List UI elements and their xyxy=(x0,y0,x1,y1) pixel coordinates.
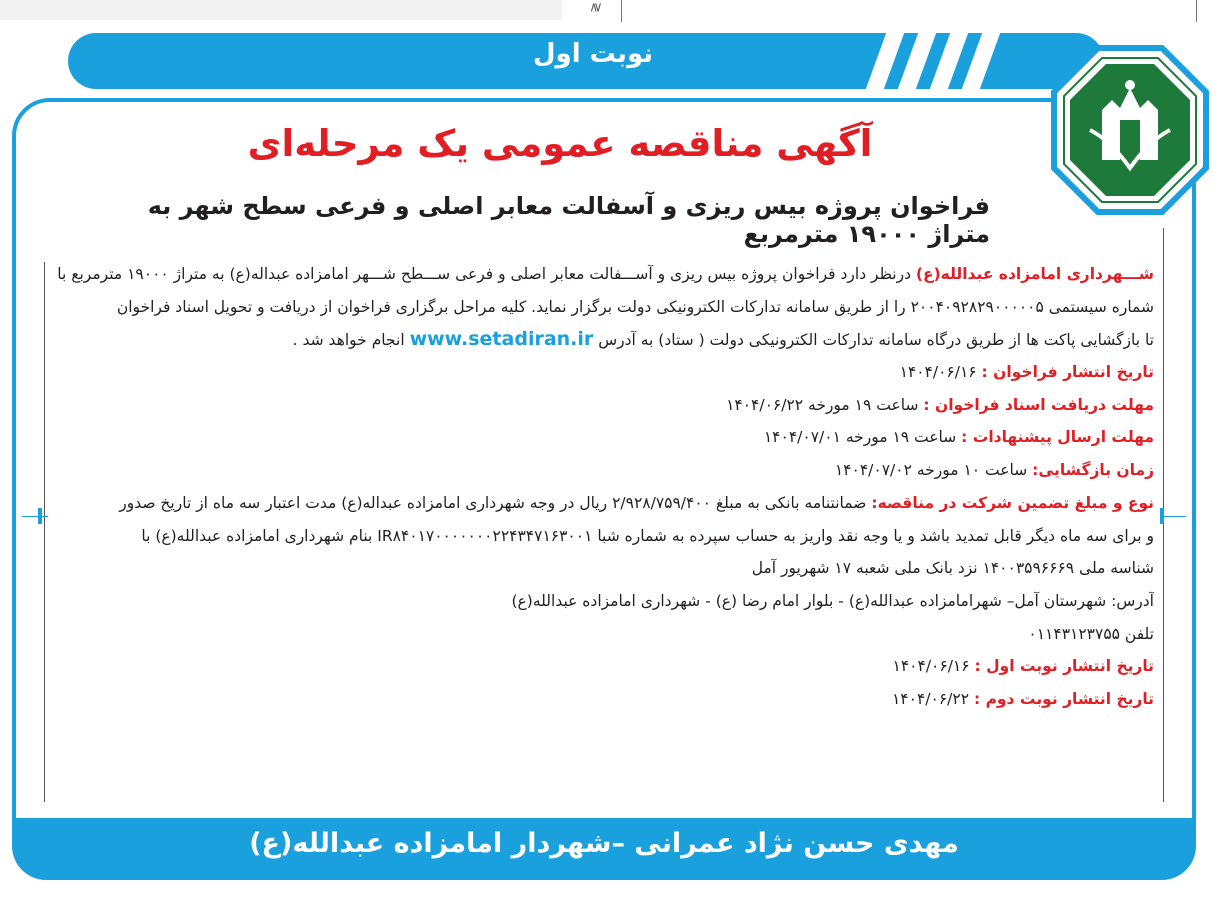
setadiran-link[interactable]: www.setadiran.ir xyxy=(409,328,594,351)
intro-text: انجام خواهد شد . xyxy=(292,331,410,350)
field-value: ۱۴۰۴/۰۶/۱۶ xyxy=(899,363,982,382)
field-label: مهلت ارسال پیشنهادات : xyxy=(961,428,1154,447)
field-label: مهلت دریافت اسناد فراخوان : xyxy=(923,395,1154,414)
intro-text: درنظر دارد فراخوان پروژه بیس ریزی و آســـفالت معابر اصلی و فرعی ســـطح شـــهر امامزاده عبداله(ع) به متراژ ۱۹۰۰۰ مترمربع با xyxy=(57,265,916,283)
field-value: ساعت ۱۹ مورخه ۱۴۰۴/۰۷/۰۱ xyxy=(763,428,962,447)
notice-body xyxy=(48,258,1154,716)
doc-deadline xyxy=(48,389,1154,422)
field-label: تاریخ انتشار فراخوان : xyxy=(981,363,1154,382)
notice-subheadline: فراخوان پروژه بیس ریزی و آسفالت معابر اصلی و فرعی سطح شهر به متراژ ۱۹۰۰۰ مترمربع xyxy=(147,192,990,248)
banner-stripe xyxy=(962,33,1000,89)
field-value: ۱۴۰۴/۰۶/۲۲ xyxy=(891,689,974,708)
right-tick xyxy=(1160,508,1164,524)
field-label: تاریخ انتشار نوبت دوم : xyxy=(973,689,1154,708)
top-divider xyxy=(1196,0,1197,22)
body-line: شناسه ملی ۱۴۰۰۳۵۹۶۶۶۹ نزد بانک ملی شعبه ۱۷ شهریور آمل xyxy=(751,559,1154,578)
top-edge-glyph: ≷ xyxy=(587,2,603,13)
publish-date xyxy=(48,356,1154,389)
banner-stripe xyxy=(866,33,904,89)
body-line xyxy=(48,323,1154,356)
field-value: ساعت ۱۰ مورخه ۱۴۰۴/۰۷/۰۲ xyxy=(834,461,1033,480)
field-label: زمان بازگشایی: xyxy=(1032,461,1154,480)
offer-deadline xyxy=(48,421,1154,454)
phone: تلفن ۰۱۱۴۳۱۲۳۷۵۵ xyxy=(1028,624,1154,643)
opening-time xyxy=(48,454,1154,487)
top-divider xyxy=(621,0,622,22)
body-line: و برای سه ماه دیگر قابل تمدید باشد و یا وجه نقد واریز به حساب سپرده به شماره شبا IR۸۴۰۱۷۰۰۰۰۰۰۰۲۲۴۳۴۷۱۶۳۰۰۱ بنام شهرداری امامزاده عبدالله(ع) با xyxy=(141,526,1154,545)
municipality-logo-icon xyxy=(1050,40,1210,220)
left-tick xyxy=(38,508,42,524)
banner-stripe xyxy=(930,33,968,89)
field-label: نوع و مبلغ تضمین شرکت در مناقصه: xyxy=(871,493,1154,512)
banner-stripe xyxy=(898,33,936,89)
intro-text: تا بازگشایی پاکت ها از طریق درگاه سامانه تدارکات الکترونیکی دولت ( ستاد) به آدرس xyxy=(593,331,1154,350)
org-name: شـــهرداری امامزاده عبدالله(ع) xyxy=(915,265,1154,283)
top-strip xyxy=(0,0,562,20)
field-value: ۱۴۰۴/۰۶/۱۶ xyxy=(892,657,975,676)
first-publication xyxy=(48,650,1154,683)
body-line xyxy=(48,258,1154,291)
guarantee xyxy=(48,487,1154,520)
banner-title: نوبت اول xyxy=(532,39,654,69)
field-value: ضمانتنامه بانکی به مبلغ ۲/۹۲۸/۷۵۹/۴۰۰ ریال در وجه شهرداری امامزاده عبداله(ع) مدت اعتبار سه ماه از تاریخ صدور xyxy=(119,493,872,512)
left-rule xyxy=(44,262,45,802)
address: آدرس: شهرستان آمل– شهرامامزاده عبدالله(ع) - بلوار امام رضا (ع) - شهرداری امامزاده عبدالله(ع) xyxy=(511,591,1154,610)
banner xyxy=(68,33,1104,89)
notice-headline: آگهی مناقصه عمومی یک مرحله‌ای xyxy=(247,122,873,165)
body-line: شماره سیستمی ۲۰۰۴۰۹۲۸۲۹۰۰۰۰۰۵ را از طریق سامانه تدارکات الکترونیکی دولت برگزار نماید. کلیه مراحل برگزاری فراخوان از دریافت و تحویل اسناد فراخوان xyxy=(116,297,1154,316)
field-label: تاریخ انتشار نوبت اول : xyxy=(974,657,1154,676)
second-publication xyxy=(48,683,1154,716)
footer-signature: مهدی حسن نژاد عمرانی –شهردار امامزاده عبدالله(ع) xyxy=(249,828,959,859)
footer xyxy=(12,818,1196,880)
left-marker xyxy=(22,516,48,517)
field-value: ساعت ۱۹ مورخه ۱۴۰۴/۰۶/۲۲ xyxy=(726,395,924,414)
